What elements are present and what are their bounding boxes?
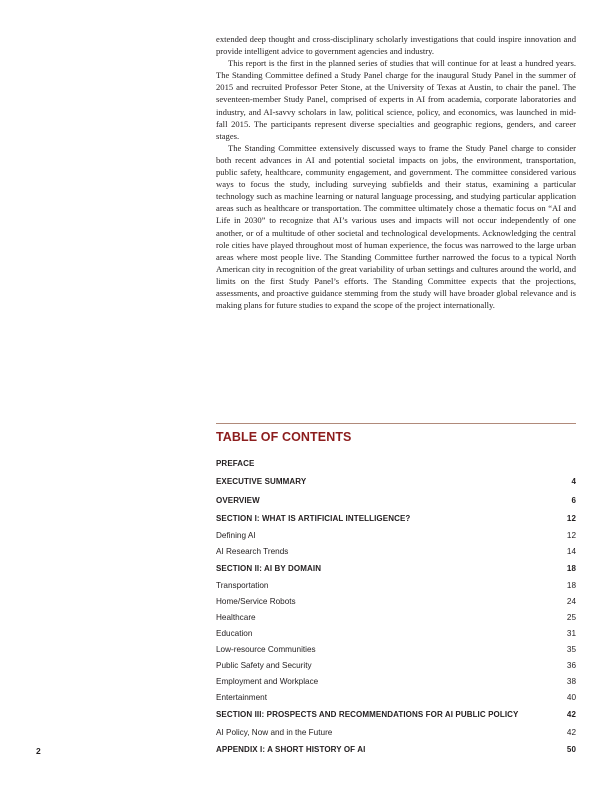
- toc-section-entry[interactable]: [216, 706, 576, 724]
- body-text: [216, 33, 576, 311]
- toc-entry-page: 18: [566, 564, 576, 574]
- toc-subsection-entry[interactable]: [216, 594, 576, 610]
- toc-entry-page: 42: [566, 710, 576, 720]
- toc-entry-label: AI Policy, Now and in the Future: [216, 727, 333, 737]
- toc-entry-label: Home/Service Robots: [216, 597, 296, 607]
- toc-subsection-entry[interactable]: [216, 528, 576, 544]
- page-number: 2: [36, 746, 41, 756]
- toc-subsection-entry[interactable]: [216, 674, 576, 690]
- toc-entry-label: Low-resource Communities: [216, 645, 316, 655]
- toc-divider: [216, 423, 576, 424]
- toc-subsection-entry[interactable]: [216, 690, 576, 706]
- toc-subsection-entry[interactable]: [216, 642, 576, 658]
- toc-entry-page: 24: [566, 597, 576, 607]
- toc-entry-page: 40: [566, 693, 576, 703]
- toc-entry-page: 4: [571, 477, 576, 487]
- toc-entry-label: PREFACE: [216, 459, 255, 468]
- toc-entry-page: 42: [566, 727, 576, 737]
- toc-entry-label: OVERVIEW: [216, 495, 260, 505]
- toc-entry-page: 12: [566, 531, 576, 541]
- toc-section-entry[interactable]: [216, 510, 576, 528]
- toc-entry-label: SECTION I: WHAT IS ARTIFICIAL INTELLIGENCE?: [216, 513, 411, 523]
- toc-entry-label: Defining AI: [216, 531, 256, 541]
- toc-entry-label: Transportation: [216, 581, 269, 591]
- toc-subsection-entry[interactable]: [216, 578, 576, 594]
- paragraph-standing-committee: The Standing Committee extensively discussed ways to frame the Study Panel charge to consider both recent advances in AI and potential societal impacts on jobs, the environment, transportation, public safety, healthcare, community engagement, and government. The committee considered various ways to focus the study, including surveying subfields and their status, examining a particular technology such as machine learning or natural language processing, and studying particular application areas such as healthcare or transportation. The committee ultimately chose a thematic focus on “AI and Life in 2030” to recognize that AI’s various uses and impacts will not occur independently of one another, or of a multitude of other societal and technological developments. Acknowledging the central role cities have played throughout most of human experience, the focus was narrowed to the large urban areas where most people live. The Standing Committee further narrowed the focus to a typical North American city in recognition of the great variability of urban settings and cultures around the world, and limits on the first Study Panel’s efforts. The Standing Committee expects that the projections, assessments, and proactive guidance stemming from the study will have broader global relevance and is making plans for future studies to expand the scope of the project internationally.: [216, 142, 576, 311]
- toc-subsection-entry[interactable]: [216, 658, 576, 674]
- toc-entry-page: 12: [566, 513, 576, 523]
- toc-entry-page: 35: [566, 645, 576, 655]
- toc-title: TABLE OF CONTENTS: [216, 430, 352, 444]
- toc-entry-label: SECTION II: AI BY DOMAIN: [216, 564, 322, 574]
- toc-section-entry[interactable]: [216, 560, 576, 578]
- toc-subsection-entry[interactable]: [216, 626, 576, 642]
- paragraph-intro-continuation: extended deep thought and cross-disciplinary scholarly investigations that could inspire innovation and provide intelligent advice to government agencies and industry.: [216, 34, 576, 57]
- toc-entry-label: Employment and Workplace: [216, 677, 319, 687]
- toc-subsection-entry[interactable]: [216, 725, 576, 741]
- toc-entry-label: Entertainment: [216, 693, 267, 703]
- toc-entry-page: 31: [566, 629, 576, 639]
- toc-section-entry[interactable]: [216, 741, 576, 759]
- toc-entry-label: Public Safety and Security: [216, 661, 312, 671]
- toc-entry-page: 14: [566, 547, 576, 557]
- toc-section-entry[interactable]: [216, 455, 576, 473]
- toc-list: [216, 455, 576, 759]
- toc-entry-label: EXECUTIVE SUMMARY: [216, 477, 307, 487]
- toc-entry-page: 38: [566, 677, 576, 687]
- toc-subsection-entry[interactable]: [216, 610, 576, 626]
- toc-entry-label: APPENDIX I: A SHORT HISTORY OF AI: [216, 744, 366, 754]
- toc-entry-label: SECTION III: PROSPECTS AND RECOMMENDATIONS FOR AI PUBLIC POLICY: [216, 710, 519, 720]
- toc-section-entry[interactable]: [216, 473, 576, 491]
- paragraph-study-panel: This report is the first in the planned series of studies that will continue for at least a hundred years. The Standing Committee defined a Study Panel charge for the inaugural Study Panel in the summer of 2015 and recruited Professor Peter Stone, at the University of Texas at Austin, to chair the panel. The seventeen-member Study Panel, comprised of experts in AI from academia, corporate laboratories and industry, and AI-savvy scholars in law, political science, policy, and economics, was launched in mid-fall 2015. The participants represent diverse specialties and geographic regions, genders, and career stages.: [216, 58, 576, 141]
- toc-section-entry[interactable]: [216, 492, 576, 510]
- toc-entry-page: 36: [566, 661, 576, 671]
- toc-entry-page: 25: [566, 613, 576, 623]
- toc-entry-page: 18: [566, 581, 576, 591]
- toc-entry-page: 50: [566, 744, 576, 754]
- toc-entry-label: AI Research Trends: [216, 547, 289, 557]
- toc-entry-page: 6: [571, 495, 576, 505]
- toc-entry-label: Healthcare: [216, 613, 256, 623]
- toc-entry-label: Education: [216, 629, 253, 639]
- toc-subsection-entry[interactable]: [216, 544, 576, 560]
